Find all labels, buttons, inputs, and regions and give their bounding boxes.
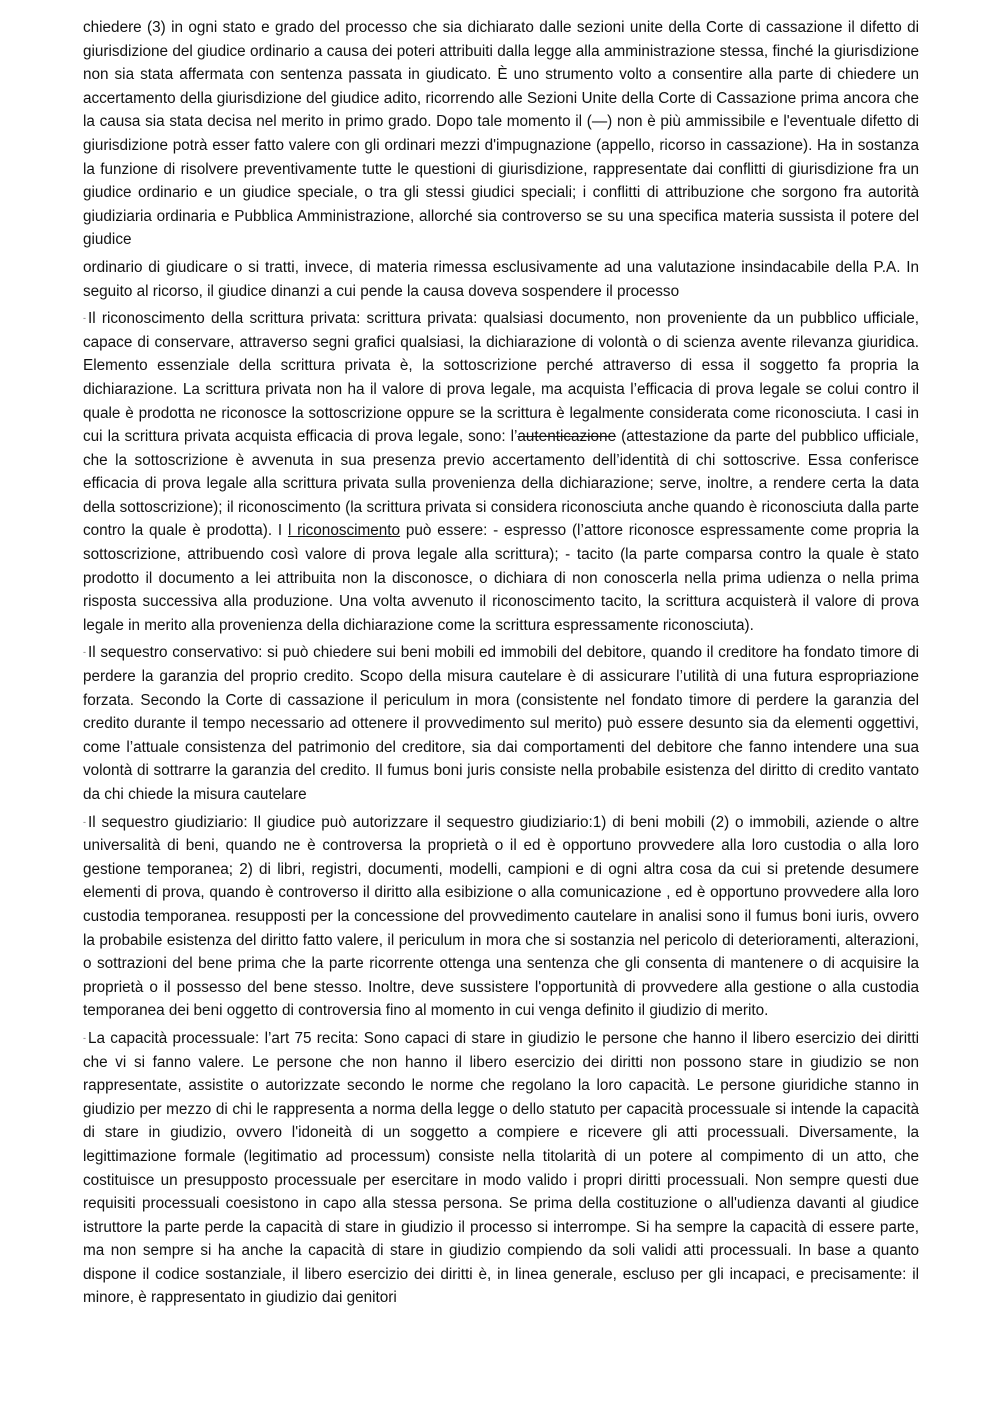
text-segment: (attestazione da parte del pubblico ufficiale, che la sottoscrizione è avvenuta in sua presenza previo accertamento dell’identità di chi sottoscrive. Essa conferisce efficacia di prova legale alla scrittura privata sulla provenienza della dichiarazione; serve, inoltre, a rendere certa la data della sottoscrizione); il riconoscimento (la scrittura privata si considera riconosciuta anche quando è riconosciuta dalla parte contro la quale è prodotta). I: [83, 428, 919, 540]
text-segment: Il sequestro conservativo: si può chiedere sui beni mobili ed immobili del debitore, quando il creditore ha fondato timore di perdere la garanzia del proprio credito. Scopo della misura cautelare è di assicurare l’utilità di una futura espropriazione forzata. Secondo la Corte di cassazione il periculum in mora (consistente nel fondato timore di perdere la garanzia del credito durante il tempo necessario ad ottenere il provvedimento sul merito) può essere desunto sia da elementi oggettivi, come l’attuale consistenza del patrimonio del creditore, sia dai comportamenti del debitore che fanno intendere una sua volontà di sottrarre la garanzia del credito. Il fumus boni juris consiste nella probabile esistenza del diritto di credito vantato da chi chiede la misura cautelare: [83, 644, 919, 803]
paragraph-ricorso-continuation: ordinario di giudicare o si tratti, invece, di materia rimessa esclusivamente ad una valutazione insindacabile della P.A. In seguito al ricorso, il giudice dinanzi a cui pende la causa doveva sospendere il processo: [83, 258, 919, 300]
strikethrough-text: autenticazione: [517, 428, 617, 446]
paragraph-riconoscimento-scrittura: [83, 307, 919, 637]
text-segment: Il sequestro giudiziario: Il giudice può autorizzare il sequestro giudiziario:1) di beni mobili (2) o immobili, aziende o altre universalità di beni, quando ne è controversa la proprietà o il ed è opportuno provvedere alla loro custodia o alla loro gestione temporanea; 2) di libri, registri, documenti, modelli, campioni e di ogni altra cosa da cui si pretende desumere elementi di prova, quando è controverso il diritto alla esibizione o alla comunicazione , ed è opportuno provvedere alla loro custodia temporanea. resupposti per la concessione del provvedimento cautelare in analisi sono il fumus boni iuris, ovvero la probabile esistenza del diritto fatto valere, il periculum in mora che si sostanzia nel pericolo di deterioramenti, alterazioni, o sottrazioni del bene prima che la parte ricorrente ottenga una sentenza che gli consenta di mantenere o di acquisire la proprietà o il possesso del bene stesso. Inoltre, deve sussistere l'opportunità di provvedere alla gestione o alla custodia temporanea dei beni oggetto di controversia fino al momento in cui venga definito il giudizio di merito.: [83, 813, 919, 1020]
text-segment: può essere: - espresso (l’attore riconosce espressamente come propria la sottoscrizione, attribuendo così valore di prova legale alla scrittura); - tacito (la parte comparsa contro la quale è stato prodotto il documento a lei attribuita non la disconosce, o dichiara di non conoscerla nella prima udienza o nella prima risposta successiva alla produzione. Una volta avvenuto il riconoscimento tacito, la scrittura acquisterà il valore di prova legale in merito alla provenienza della dichiarazione come la scrittura espressamente riconosciuta).: [83, 522, 919, 634]
bullet-marker: -: [83, 313, 86, 324]
text-segment: Il riconoscimento della scrittura privata: scrittura privata: qualsiasi documento, non proveniente da un pubblico ufficiale, capace di conservare, attraverso segni grafici qualsiasi, la dichiarazione di volontà o di scienza avente rilevanza giuridica. Elemento essenziale della scrittura privata è, la sottoscrizione perché attraverso di essa il soggetto fa propria la dichiarazione. La scrittura privata non ha il valore di prova legale, ma acquista l’efficacia di prova legale se colui contro il quale è prodotta ne riconosce la sottoscrizione oppure se la scrittura è legalmente considerata come riconosciuta. I casi in cui la scrittura privata acquista efficacia di prova legale, sono: l’: [83, 310, 919, 446]
paragraph-sequestro-giudiziario: [83, 811, 919, 1023]
paragraph-ricorso-giurisdizione: chiedere (3) in ogni stato e grado del processo che sia dichiarato dalle sezioni unite della Corte di cassazione il difetto di giurisdizione del giudice ordinario a causa dei poteri attribuiti dalla legge alla amministrazione stessa, finché la giurisdizione non sia stata affermata con sentenza passata in giudicato. È uno strumento volto a consentire alla parte di chiedere un accertamento della giurisdizione del giudice adito, ricorrendo alle Sezioni Unite della Corte di Cassazione prima ancora che la causa sia stata decisa nel merito in primo grado. Dopo tale momento il (—) non è più ammissibile e l'eventuale difetto di giurisdizione potrà esser fatto valere con gli ordinari mezzi d'impugnazione (appello, ricorso in cassazione). Ha in sostanza la funzione di risolvere preventivamente tutte le questioni di giurisdizione, rappresentate dai conflitti di giurisdizione fra un giudice ordinario e un giudice speciale, o tra gli stessi giudici speciali; i conflitti di attribuzione che sorgono fra autorità giudiziaria ordinaria e Pubblica Amministrazione, allorché sia controverso se su una specifica materia sussista il potere del giudice: [83, 19, 919, 249]
bullet-marker: -: [83, 1032, 86, 1043]
bullet-marker: -: [83, 816, 86, 827]
paragraph-sequestro-conservativo: [83, 641, 919, 806]
bullet-marker: -: [83, 647, 86, 658]
paragraph-capacita-processuale: [83, 1027, 919, 1310]
document-page: [83, 16, 919, 1310]
text-segment: La capacità processuale: l’art 75 recita: Sono capaci di stare in giudizio le persone che hanno il libero esercizio dei diritti che vi si fanno valere. Le persone che non hanno il libero esercizio dei diritti non possono stare in giudizio se non rappresentate, assistite o autorizzate secondo le norme che regolano la loro capacità. Le persone giuridiche stanno in giudizio per mezzo di chi le rappresenta a norma della legge o dello statuto per capacità processuale si intende la capacità di stare in giudizio, ovvero l'idoneità di un soggetto a compiere e ricevere gli atti processuali. Diversamente, la legittimazione formale (legitimatio ad processum) consiste nella titolarità di un potere al compimento di un atto, che costituisce un presupposto processuale per esercitare in modo valido i propri diritti processuali. Non sempre questi due requisiti processuali coesistono in capo alla stessa persona. Se prima della costituzione o all'udienza davanti al giudice istruttore la parte perde la capacità di stare in giudizio il processo si interrompe. Si ha sempre la capacità di essere parte, ma non sempre si ha anche la capacità di stare in giudizio compiendo da soli validi atti processuali. In base a quanto dispone il codice sostanziale, il libero esercizio dei diritti è, in linea generale, escluso per gli incapaci, e precisamente: il minore, è rappresentato in giudizio dai genitori: [83, 1029, 919, 1307]
underlined-text: l riconoscimento: [287, 522, 401, 540]
